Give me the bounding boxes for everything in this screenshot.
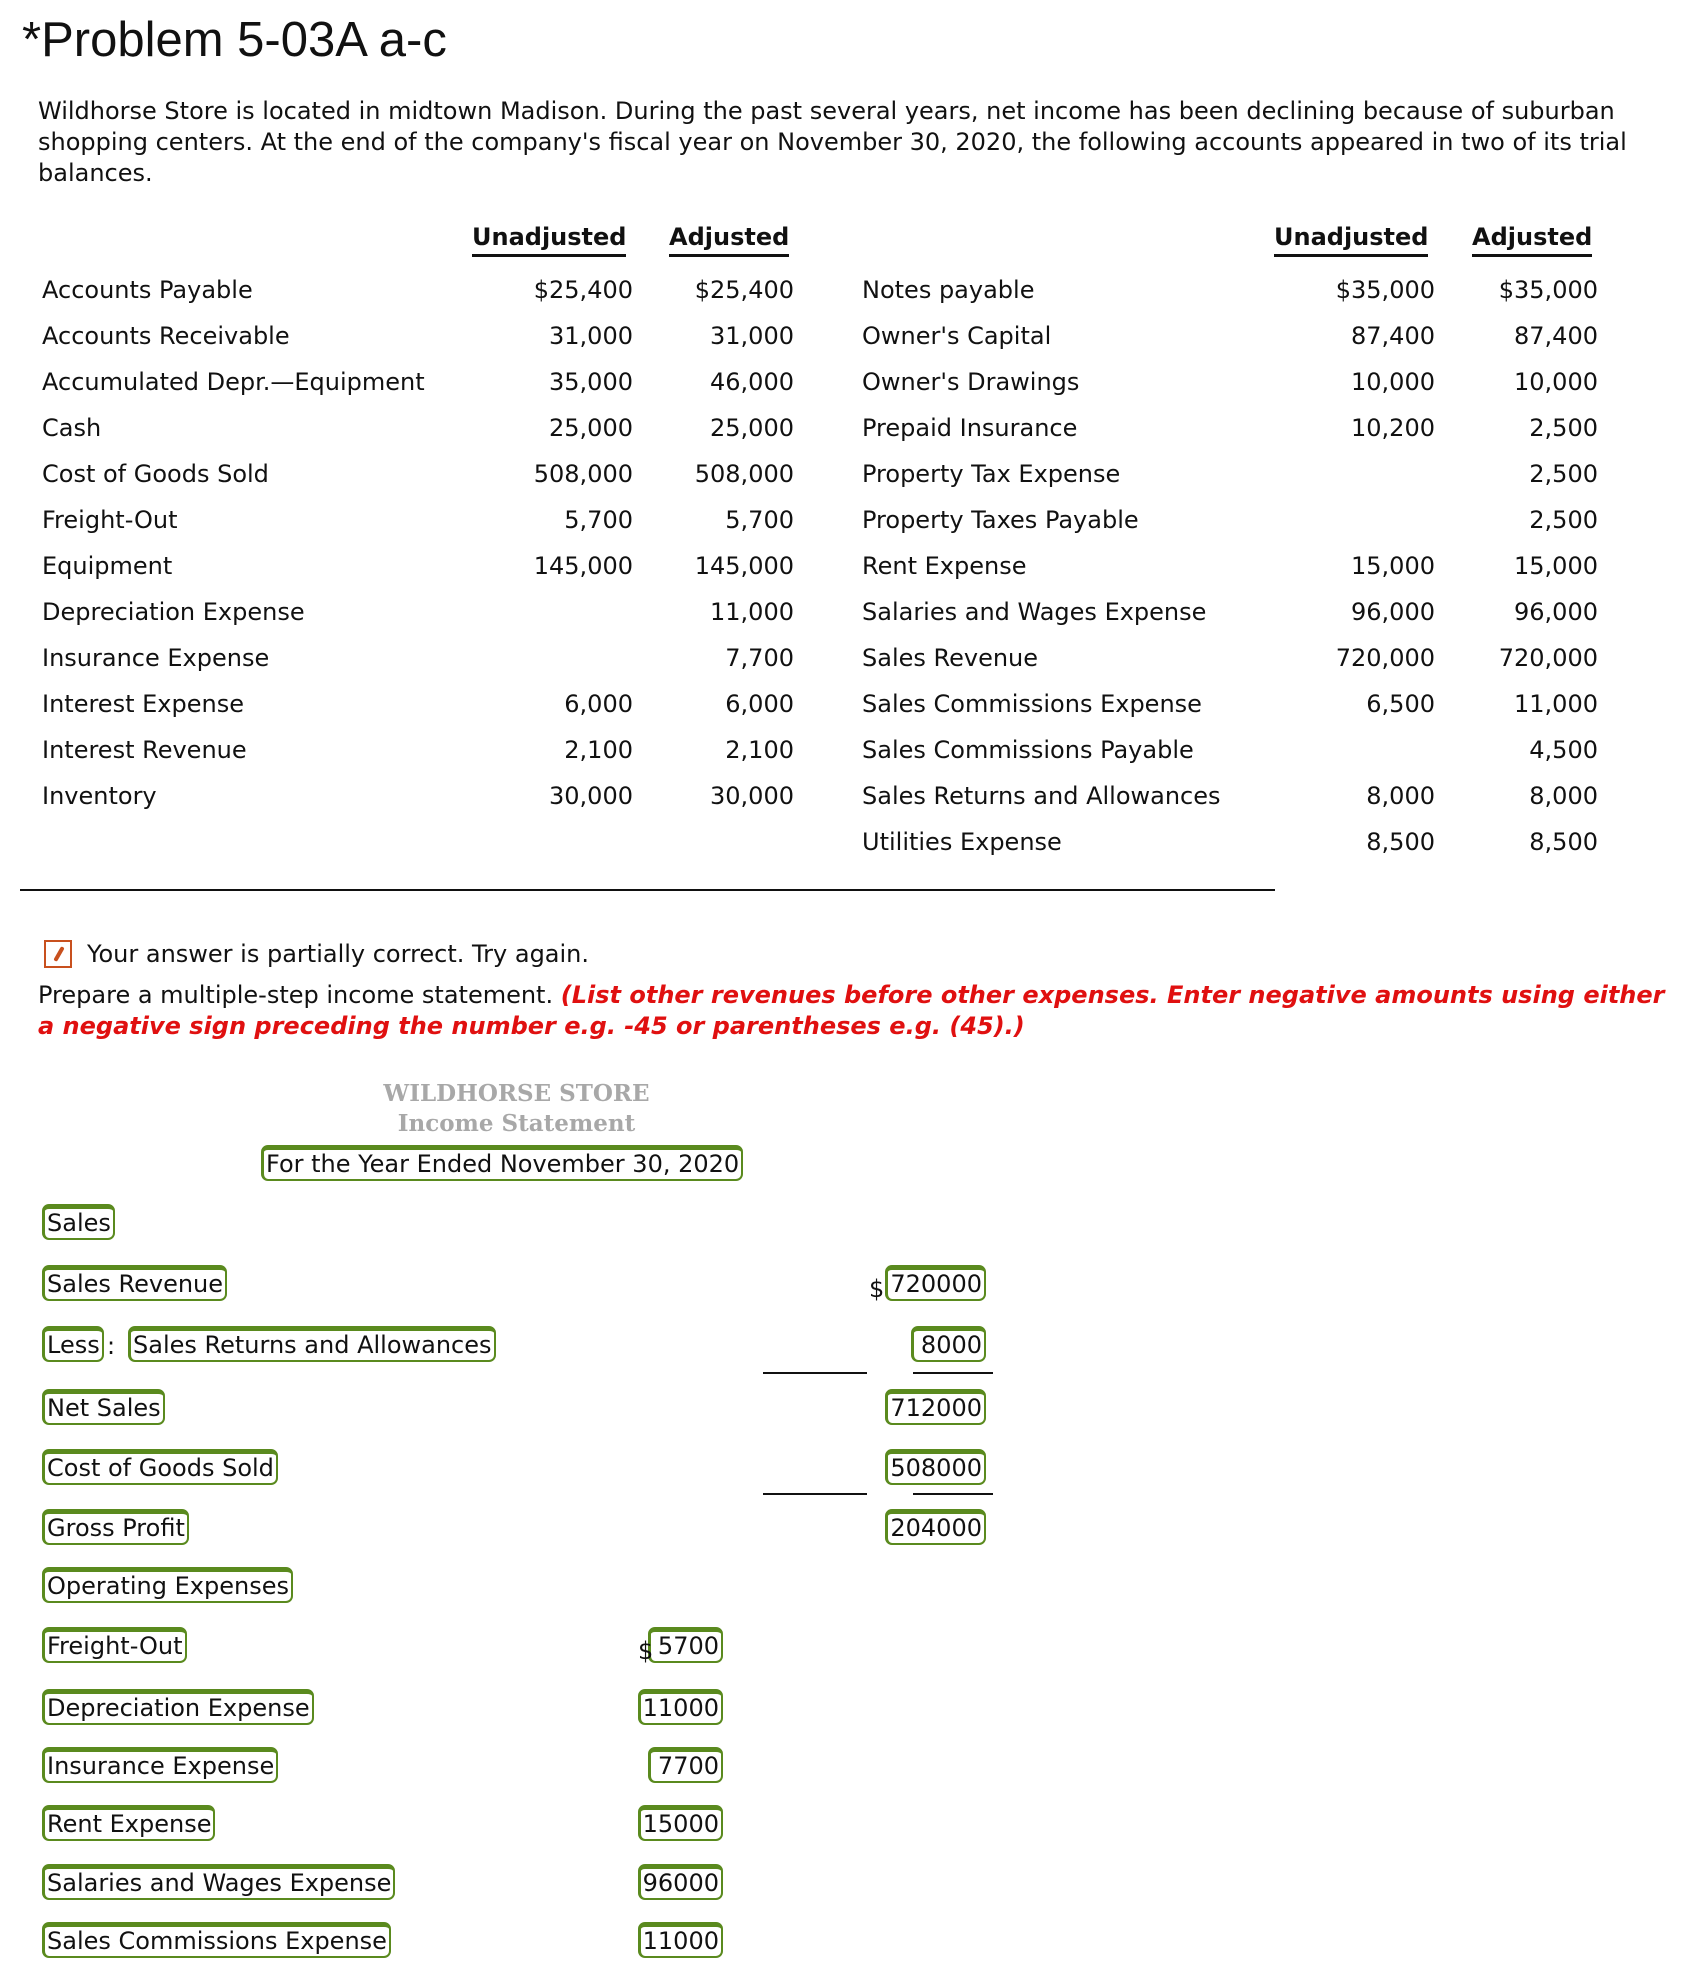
adjusted-amount: 4,500: [1529, 736, 1598, 764]
pencil-icon: [44, 940, 72, 968]
unadjusted-amount: 30,000: [549, 782, 633, 810]
account-name: Notes payable: [862, 276, 1035, 304]
statement-company: WILDHORSE STORE: [383, 1080, 650, 1107]
account-select[interactable]: Net Sales: [42, 1389, 165, 1425]
adjusted-amount: $25,400: [694, 276, 794, 304]
adjusted-amount: 87,400: [1514, 322, 1598, 350]
amount-input-col1[interactable]: 11000: [638, 1922, 723, 1958]
instruction-text: Prepare a multiple-step income statement.: [38, 981, 554, 1009]
adjusted-amount: 5,700: [725, 506, 794, 534]
amount-input-col2[interactable]: 204000: [885, 1509, 986, 1545]
underline: [763, 1493, 867, 1495]
account-name: Rent Expense: [862, 552, 1027, 580]
adjusted-amount: 2,500: [1529, 506, 1598, 534]
header-unadjusted-left: Unadjusted: [472, 223, 626, 257]
account-select[interactable]: Sales: [42, 1204, 115, 1240]
adjusted-amount: 25,000: [710, 414, 794, 442]
amount-input-col1[interactable]: 96000: [638, 1864, 723, 1900]
account-select[interactable]: Rent Expense: [42, 1805, 215, 1841]
dollar-sign: $: [638, 1637, 654, 1665]
account-name: Interest Expense: [42, 690, 244, 718]
unadjusted-amount: 15,000: [1351, 552, 1435, 580]
underline: [913, 1372, 993, 1374]
adjusted-amount: 8,500: [1529, 828, 1598, 856]
account-name: Accounts Payable: [42, 276, 253, 304]
unadjusted-amount: 6,500: [1366, 690, 1435, 718]
unadjusted-amount: 10,000: [1351, 368, 1435, 396]
unadjusted-amount: 5,700: [564, 506, 633, 534]
adjusted-amount: 2,500: [1529, 414, 1598, 442]
unadjusted-amount: 720,000: [1335, 644, 1435, 672]
adjusted-amount: 11,000: [710, 598, 794, 626]
adjusted-amount: 31,000: [710, 322, 794, 350]
account-name: Property Taxes Payable: [862, 506, 1139, 534]
account-name: Sales Commissions Expense: [862, 690, 1202, 718]
unadjusted-amount: 10,200: [1351, 414, 1435, 442]
unadjusted-amount: 35,000: [549, 368, 633, 396]
colon: :: [107, 1332, 116, 1360]
account-name: Sales Commissions Payable: [862, 736, 1194, 764]
account-name: Sales Returns and Allowances: [862, 782, 1221, 810]
account-name: Cost of Goods Sold: [42, 460, 269, 488]
adjusted-amount: 145,000: [694, 552, 794, 580]
underline: [913, 1493, 993, 1495]
period-select[interactable]: For the Year Ended November 30, 2020: [261, 1145, 743, 1181]
account-name: Owner's Capital: [862, 322, 1052, 350]
account-select[interactable]: Freight-Out: [42, 1627, 187, 1663]
adjusted-amount: 2,500: [1529, 460, 1598, 488]
amount-input-col1[interactable]: 7700: [648, 1747, 723, 1783]
adjusted-amount: 720,000: [1498, 644, 1598, 672]
feedback-message: Your answer is partially correct. Try again.: [87, 940, 590, 968]
account-name: Insurance Expense: [42, 644, 270, 672]
account-select[interactable]: Salaries and Wages Expense: [42, 1864, 395, 1900]
account-select[interactable]: Insurance Expense: [42, 1747, 278, 1783]
adjusted-amount: 46,000: [710, 368, 794, 396]
amount-input-col2[interactable]: 8000: [911, 1326, 986, 1362]
adjusted-amount: 8,000: [1529, 782, 1598, 810]
account-select[interactable]: Depreciation Expense: [42, 1689, 314, 1725]
prefix-select[interactable]: Less: [42, 1326, 104, 1362]
adjusted-amount: 2,100: [725, 736, 794, 764]
account-name: Property Tax Expense: [862, 460, 1121, 488]
unadjusted-amount: $35,000: [1335, 276, 1435, 304]
adjusted-amount: 15,000: [1514, 552, 1598, 580]
adjusted-amount: 11,000: [1514, 690, 1598, 718]
account-select[interactable]: Gross Profit: [42, 1509, 189, 1545]
amount-input-col2[interactable]: 720000: [885, 1265, 986, 1301]
unadjusted-amount: 8,500: [1366, 828, 1435, 856]
instructions: [38, 980, 1678, 1042]
underline: [763, 1372, 867, 1374]
amount-input-col2[interactable]: 508000: [885, 1449, 986, 1485]
account-name: Inventory: [42, 782, 157, 810]
account-name: Sales Revenue: [862, 644, 1039, 672]
header-adjusted-right: Adjusted: [1472, 223, 1592, 257]
account-select[interactable]: Sales Revenue: [42, 1265, 227, 1301]
problem-title: *Problem 5-03A a-c: [22, 13, 447, 67]
problem-description: Wildhorse Store is located in midtown Madison. During the past several years, net income has been declining because of suburban shopping centers. At the end of the company's fiscal year on November 30, 2020, the following accounts appeared in two of its trial balances.: [38, 97, 1627, 187]
unadjusted-amount: 87,400: [1351, 322, 1435, 350]
account-name: Owner's Drawings: [862, 368, 1080, 396]
account-name: Freight-Out: [42, 506, 178, 534]
account-name: Utilities Expense: [862, 828, 1062, 856]
account-name: Prepaid Insurance: [862, 414, 1078, 442]
account-name: Salaries and Wages Expense: [862, 598, 1207, 626]
account-select[interactable]: Cost of Goods Sold: [42, 1449, 278, 1485]
account-name: Cash: [42, 414, 102, 442]
adjusted-amount: 6,000: [725, 690, 794, 718]
account-select[interactable]: Sales Returns and Allowances: [128, 1326, 496, 1362]
account-select[interactable]: Operating Expenses: [42, 1567, 293, 1603]
dollar-sign: $: [869, 1275, 885, 1303]
unadjusted-amount: 145,000: [533, 552, 633, 580]
unadjusted-amount: 6,000: [564, 690, 633, 718]
unadjusted-amount: 25,000: [549, 414, 633, 442]
adjusted-amount: $35,000: [1498, 276, 1598, 304]
unadjusted-amount: 96,000: [1351, 598, 1435, 626]
amount-input-col1[interactable]: 11000: [638, 1689, 723, 1725]
adjusted-amount: 7,700: [725, 644, 794, 672]
adjusted-amount: 96,000: [1514, 598, 1598, 626]
amount-input-col2[interactable]: 712000: [885, 1389, 986, 1425]
account-name: Accumulated Depr.—Equipment: [42, 368, 425, 396]
divider: [20, 889, 1275, 891]
unadjusted-amount: 31,000: [549, 322, 633, 350]
account-name: Depreciation Expense: [42, 598, 305, 626]
instruction-note: (List other revenues before other expenses. Enter negative amounts using either a negative sign preceding the number e.g. -45 or parentheses e.g. (45).): [38, 981, 1665, 1040]
adjusted-amount: 508,000: [694, 460, 794, 488]
unadjusted-amount: 2,100: [564, 736, 633, 764]
statement-name: Income Statement: [397, 1110, 636, 1137]
adjusted-amount: 10,000: [1514, 368, 1598, 396]
unadjusted-amount: $25,400: [533, 276, 633, 304]
header-unadjusted-right: Unadjusted: [1274, 223, 1428, 257]
unadjusted-amount: 8,000: [1366, 782, 1435, 810]
account-name: Equipment: [42, 552, 173, 580]
account-name: Accounts Receivable: [42, 322, 290, 350]
account-select[interactable]: Sales Commissions Expense: [42, 1922, 391, 1958]
account-name: Interest Revenue: [42, 736, 247, 764]
adjusted-amount: 30,000: [710, 782, 794, 810]
header-adjusted-left: Adjusted: [669, 223, 789, 257]
unadjusted-amount: 508,000: [533, 460, 633, 488]
amount-input-col1[interactable]: 15000: [638, 1805, 723, 1841]
amount-input-col1[interactable]: 5700: [648, 1627, 723, 1663]
